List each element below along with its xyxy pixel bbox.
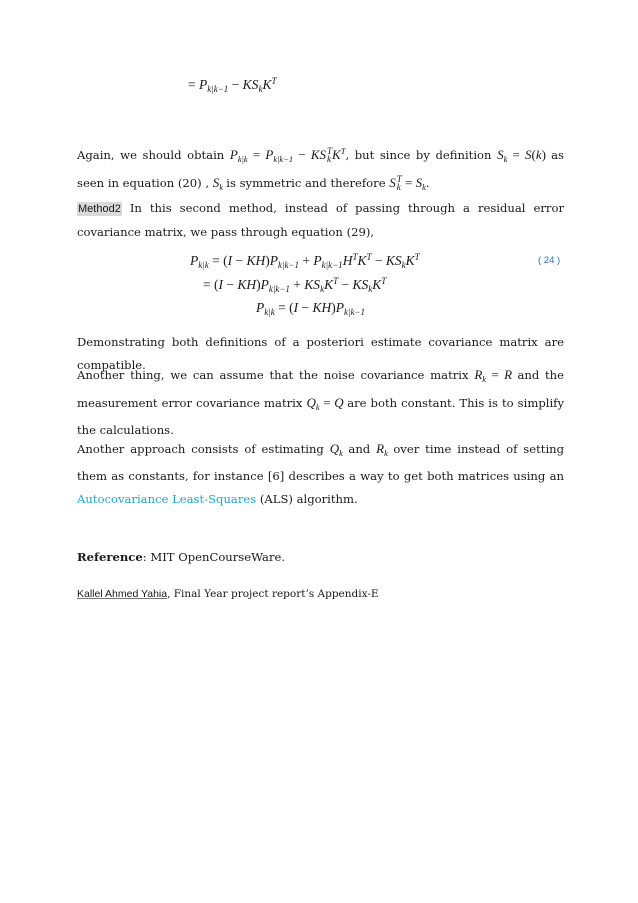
paragraph-als: Another approach consists of estimating $Q_k$ and $R_k$ over time instead of setting them as constants, for instance [6] describes a way to get both matrices using an Autocovariance Least-Squares (ALS) algorithm. <box>77 441 565 506</box>
paragraph-method2: Method2 In this second method, instead of passing through a residual error covariance matrix, we pass through equation (29), <box>77 201 564 239</box>
paragraph-constant-covariance: Another thing, we can assume that the noise covariance matrix $R_k = R$ and the measurement error covariance matrix $Q_k = Q$ are both constant. This is to simplify the calculations. <box>77 367 565 437</box>
equation-top: = $P_{k|k-1} - KS_kK^T$ <box>188 76 277 94</box>
author-name: Kallel Ahmed Yahia <box>77 588 168 600</box>
als-link[interactable]: Autocovariance Least-Squares <box>77 492 257 506</box>
paragraph-symmetry: Again, we should obtain $P_{k|k} = P_{k|k-1}$ − KS T k $K^T$, but since by definition $S_k = S(k)$ as seen in equation (20) , $S_k$ is symmetric and therefore S T k = $S_k$. <box>77 146 565 192</box>
method-label: Method2 <box>78 203 121 215</box>
reference-line: Reference: MIT OpenCourseWare. <box>77 550 286 564</box>
equation-number: ( 24 ) <box>538 255 561 266</box>
paragraph-compatible: Demonstrating both definitions of a posteriori estimate covariance matrix are compatible. <box>77 335 564 372</box>
equation-24-line-1: $P_{k|k} = (I - KH)P_{k|k-1} + P_{k|k-1}H^TK^T - KS_kK^T$ <box>190 252 420 270</box>
equation-24-line-3: $P_{k|k} = (I - KH)P_{k|k-1}$ <box>256 300 366 317</box>
equation-24-line-2: = $(I - KH)P_{k|k-1} + KS_kK^T - KS_kK^T$ <box>203 276 387 294</box>
reference-label: Reference <box>77 550 143 564</box>
footer-line: Kallel Ahmed Yahia, Final Year project report’s Appendix-E <box>77 588 379 600</box>
